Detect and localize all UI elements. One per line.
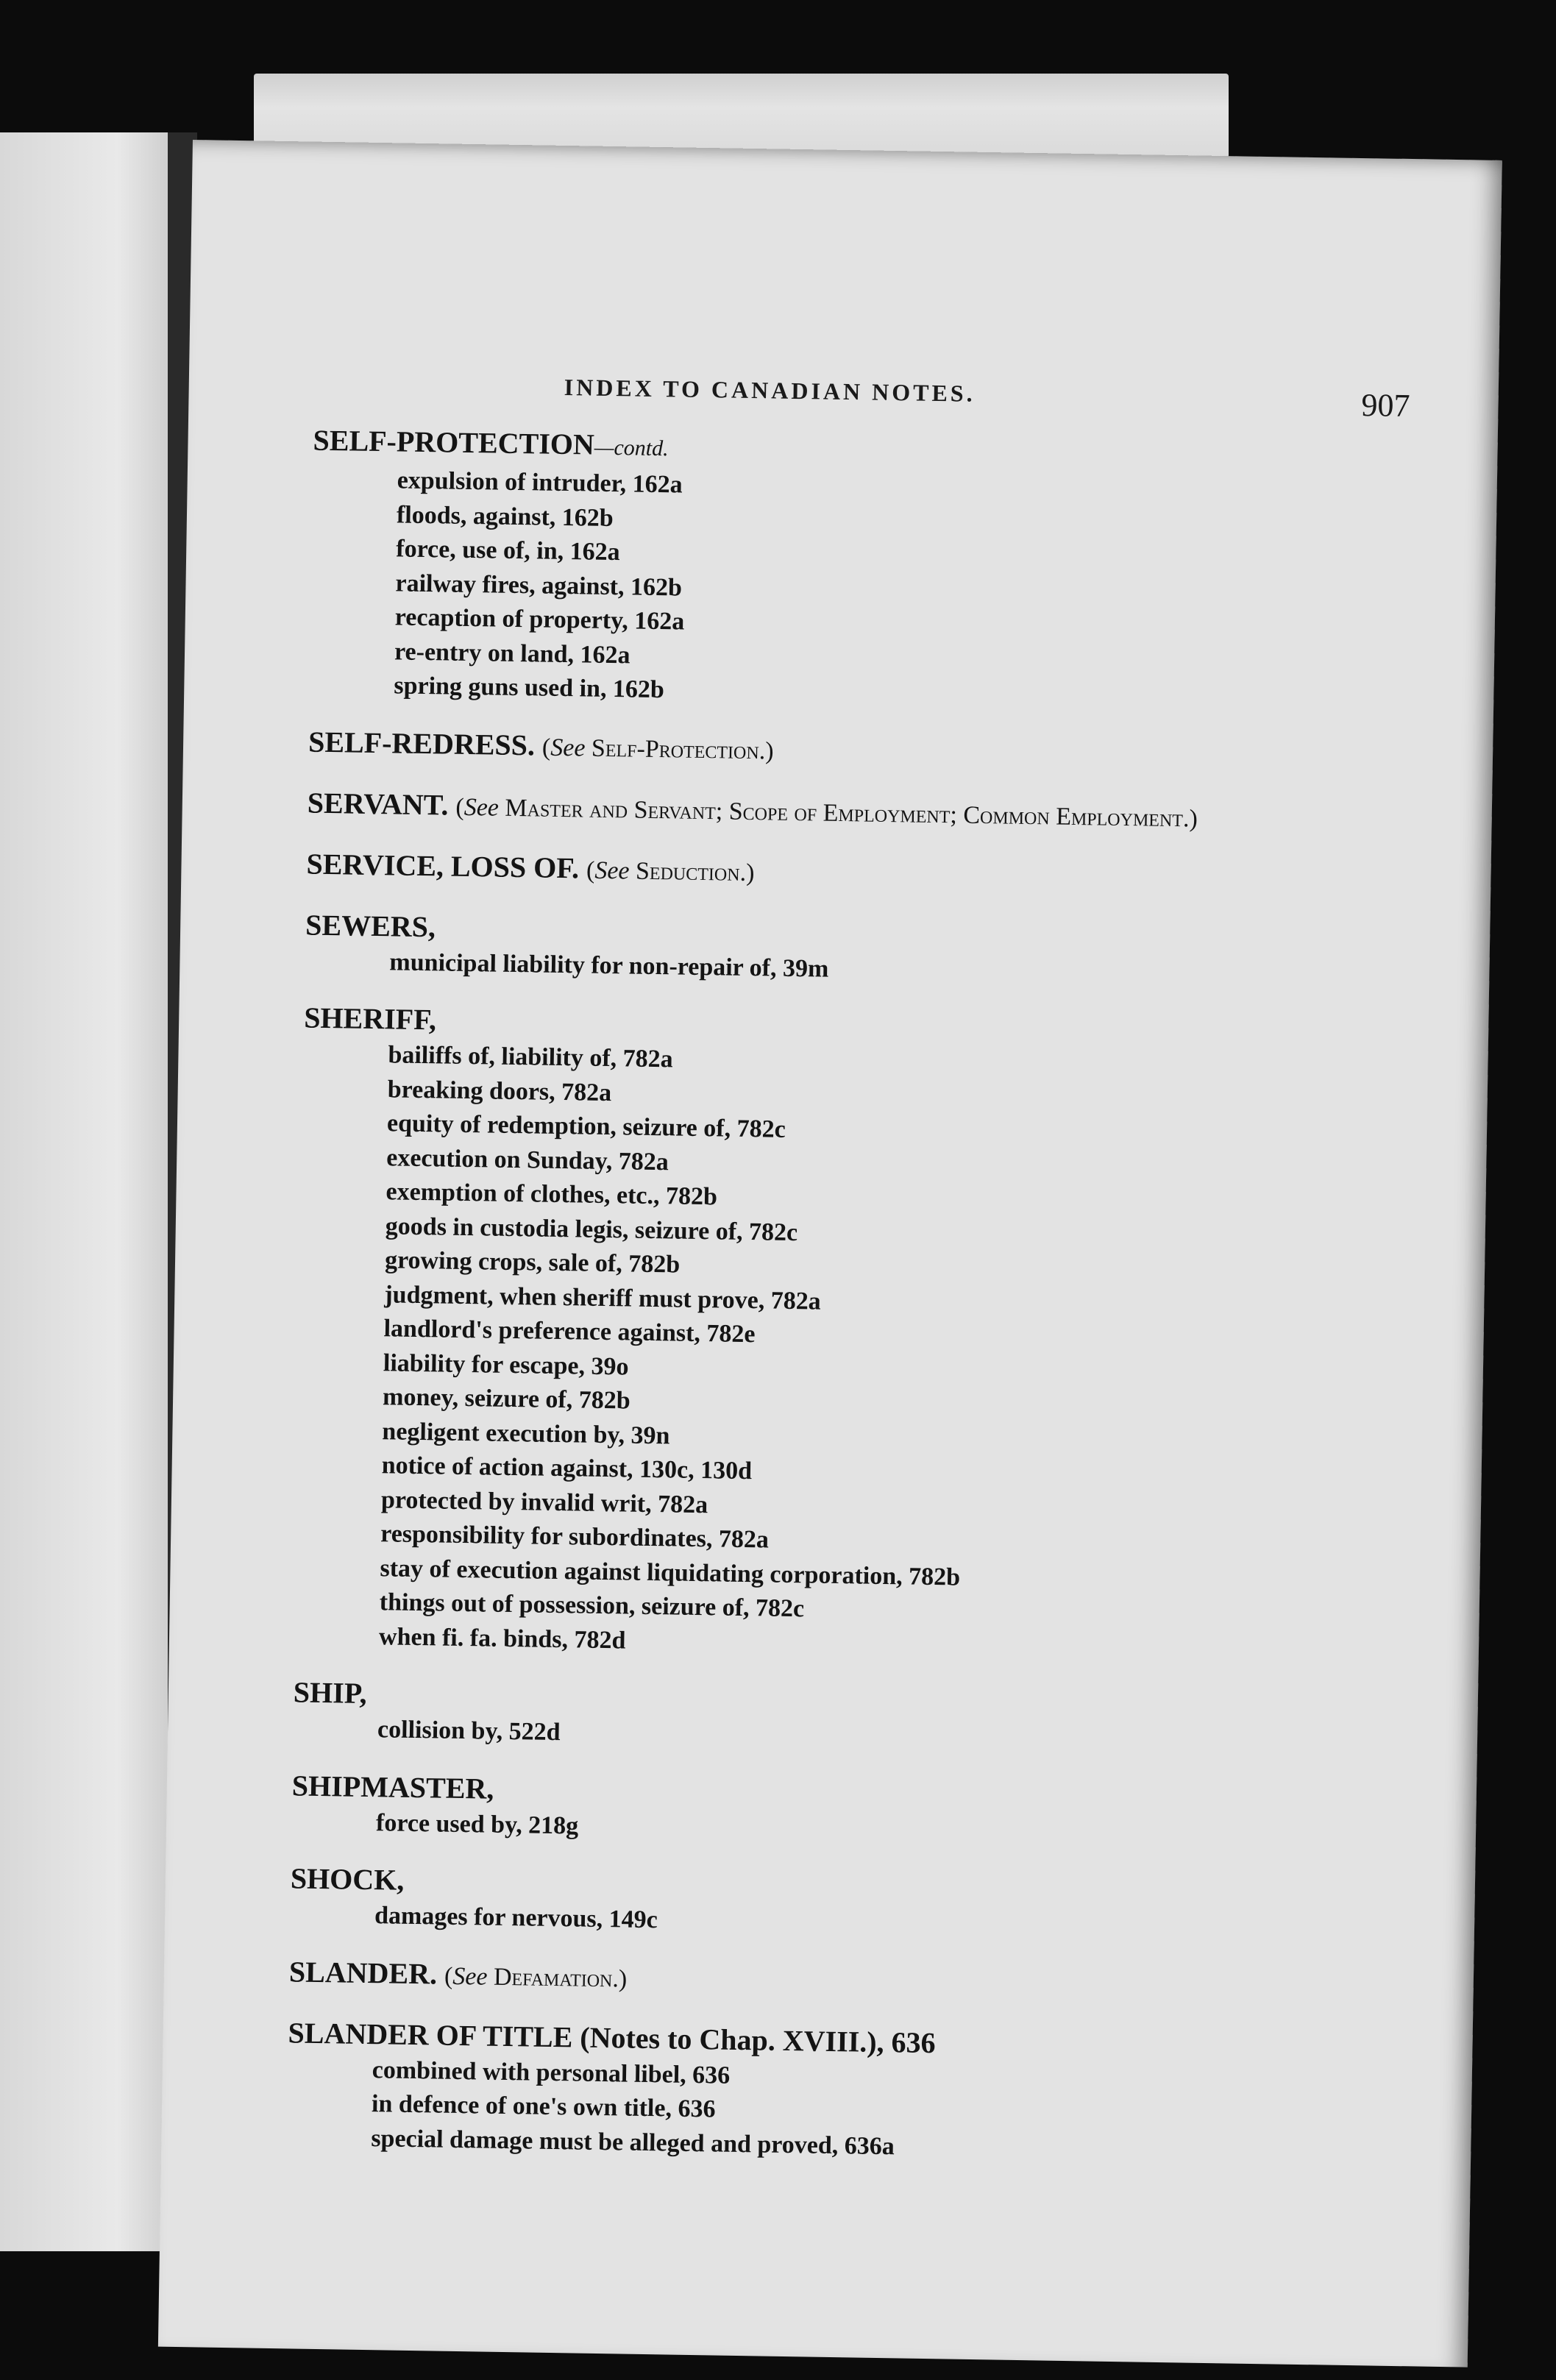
entry-subitem: force, use of, in, 162a (396, 535, 620, 566)
index-entry (288, 1953, 1363, 2010)
index-entry (308, 722, 1383, 780)
index-page (158, 140, 1502, 2367)
running-header (564, 373, 1410, 425)
page-number: 907 (1361, 386, 1410, 425)
entry-subitem: goods in custodia legis, seizure of, 782c (385, 1212, 798, 1246)
entry-subitem: notice of action against, 130c, 130d (381, 1452, 753, 1485)
entry-subitem: protected by invalid writ, 782a (380, 1485, 708, 1518)
facing-page-edge (0, 132, 168, 2251)
entry-subitem: bailiffs of, liability of, 782a (388, 1041, 673, 1073)
cross-reference: (See Defamation.) (444, 1962, 628, 1993)
entry-subitem: stay of execution against liquidating corporation, 782b (380, 1554, 961, 1591)
entry-subitem: exemption of clothes, etc., 782b (386, 1178, 718, 1211)
entry-subitem: breaking doors, 782a (387, 1075, 612, 1106)
entry-heading: SELF-PROTECTION—contd. (313, 423, 669, 461)
index-entry (309, 422, 1388, 719)
index-entry (306, 845, 1381, 902)
index-entry (290, 1859, 1365, 1948)
entry-subitem: spring guns used in, 162b (394, 672, 665, 704)
entry-subitem: collision by, 522d (377, 1716, 561, 1747)
index-entry (307, 784, 1382, 841)
entry-subitem: re-entry on land, 162a (394, 637, 630, 669)
entry-subitem: municipal liability for non-repair of, 39m (389, 948, 829, 983)
entry-subitem: things out of possession, seizure of, 782c (379, 1588, 805, 1623)
index-entry (305, 906, 1379, 995)
entry-subitem: floods, against, 162b (396, 500, 614, 532)
entry-heading: SEWERS, (305, 908, 436, 943)
entry-heading: SHOCK, (290, 1861, 405, 1897)
header-title: INDEX TO CANADIAN NOTES. (564, 373, 976, 407)
entry-subitem: landlord's preference against, 782e (383, 1315, 756, 1349)
entry-subitem: judgment, when sheriff must prove, 782a (384, 1280, 822, 1315)
entry-subitem: expulsion of intruder, 162a (397, 466, 683, 499)
entry-subitem: when fi. fa. binds, 782d (378, 1622, 626, 1654)
entry-subitem: liability for escape, 39o (383, 1349, 629, 1381)
entry-subitem: negligent execution by, 39n (382, 1417, 670, 1449)
entry-subitem: force used by, 218g (375, 1808, 579, 1840)
entry-heading: SERVICE, LOSS OF. (See Seduction.) (306, 847, 755, 887)
entry-subitem: combined with personal libel, 636 (372, 2056, 731, 2089)
index-entry (286, 2014, 1363, 2171)
entry-subitem: money, seizure of, 782b (382, 1383, 630, 1415)
entry-heading: SERVANT. (See Master and Servant; Scope of Employment; Common Employment.) (307, 786, 1198, 833)
entry-subitem: damages for nervous, 149c (374, 1902, 658, 1934)
index-entry (291, 1766, 1366, 1855)
entry-subitem: in defence of one's own title, 636 (371, 2090, 716, 2123)
entry-heading: SELF-REDRESS. (See Self-Protection.) (308, 725, 774, 765)
cross-reference: (See Master and Servant; Scope of Employment; Common Employment.) (455, 793, 1198, 833)
entry-subitem: equity of redemption, seizure of, 782c (386, 1109, 786, 1143)
index-entry (293, 1673, 1368, 1762)
index-content (286, 422, 1388, 2192)
entry-subitem: growing crops, sale of, 782b (384, 1246, 681, 1279)
cross-reference: (See Seduction.) (586, 856, 755, 887)
entry-subitem: railway fires, against, 162b (395, 569, 683, 602)
entry-heading: SLANDER. (See Defamation.) (288, 1954, 628, 1993)
entry-subitem: execution on Sunday, 782a (386, 1143, 669, 1176)
entry-heading: SHERIFF, (303, 1001, 437, 1037)
cross-reference: (See Self-Protection.) (541, 733, 774, 765)
entry-subitem: recaption of property, 162a (394, 603, 685, 636)
entry-heading: SHIPMASTER, (291, 1768, 494, 1805)
entry-heading: SHIP, (293, 1675, 367, 1710)
entry-heading: SLANDER OF TITLE (Notes to Chap. XVIII.), 636 (288, 2015, 936, 2059)
entry-subitem: responsibility for subordinates, 782a (380, 1520, 770, 1554)
entry-subitem: special damage must be alleged and proved, 636a (371, 2124, 895, 2160)
index-entry (294, 999, 1379, 1670)
